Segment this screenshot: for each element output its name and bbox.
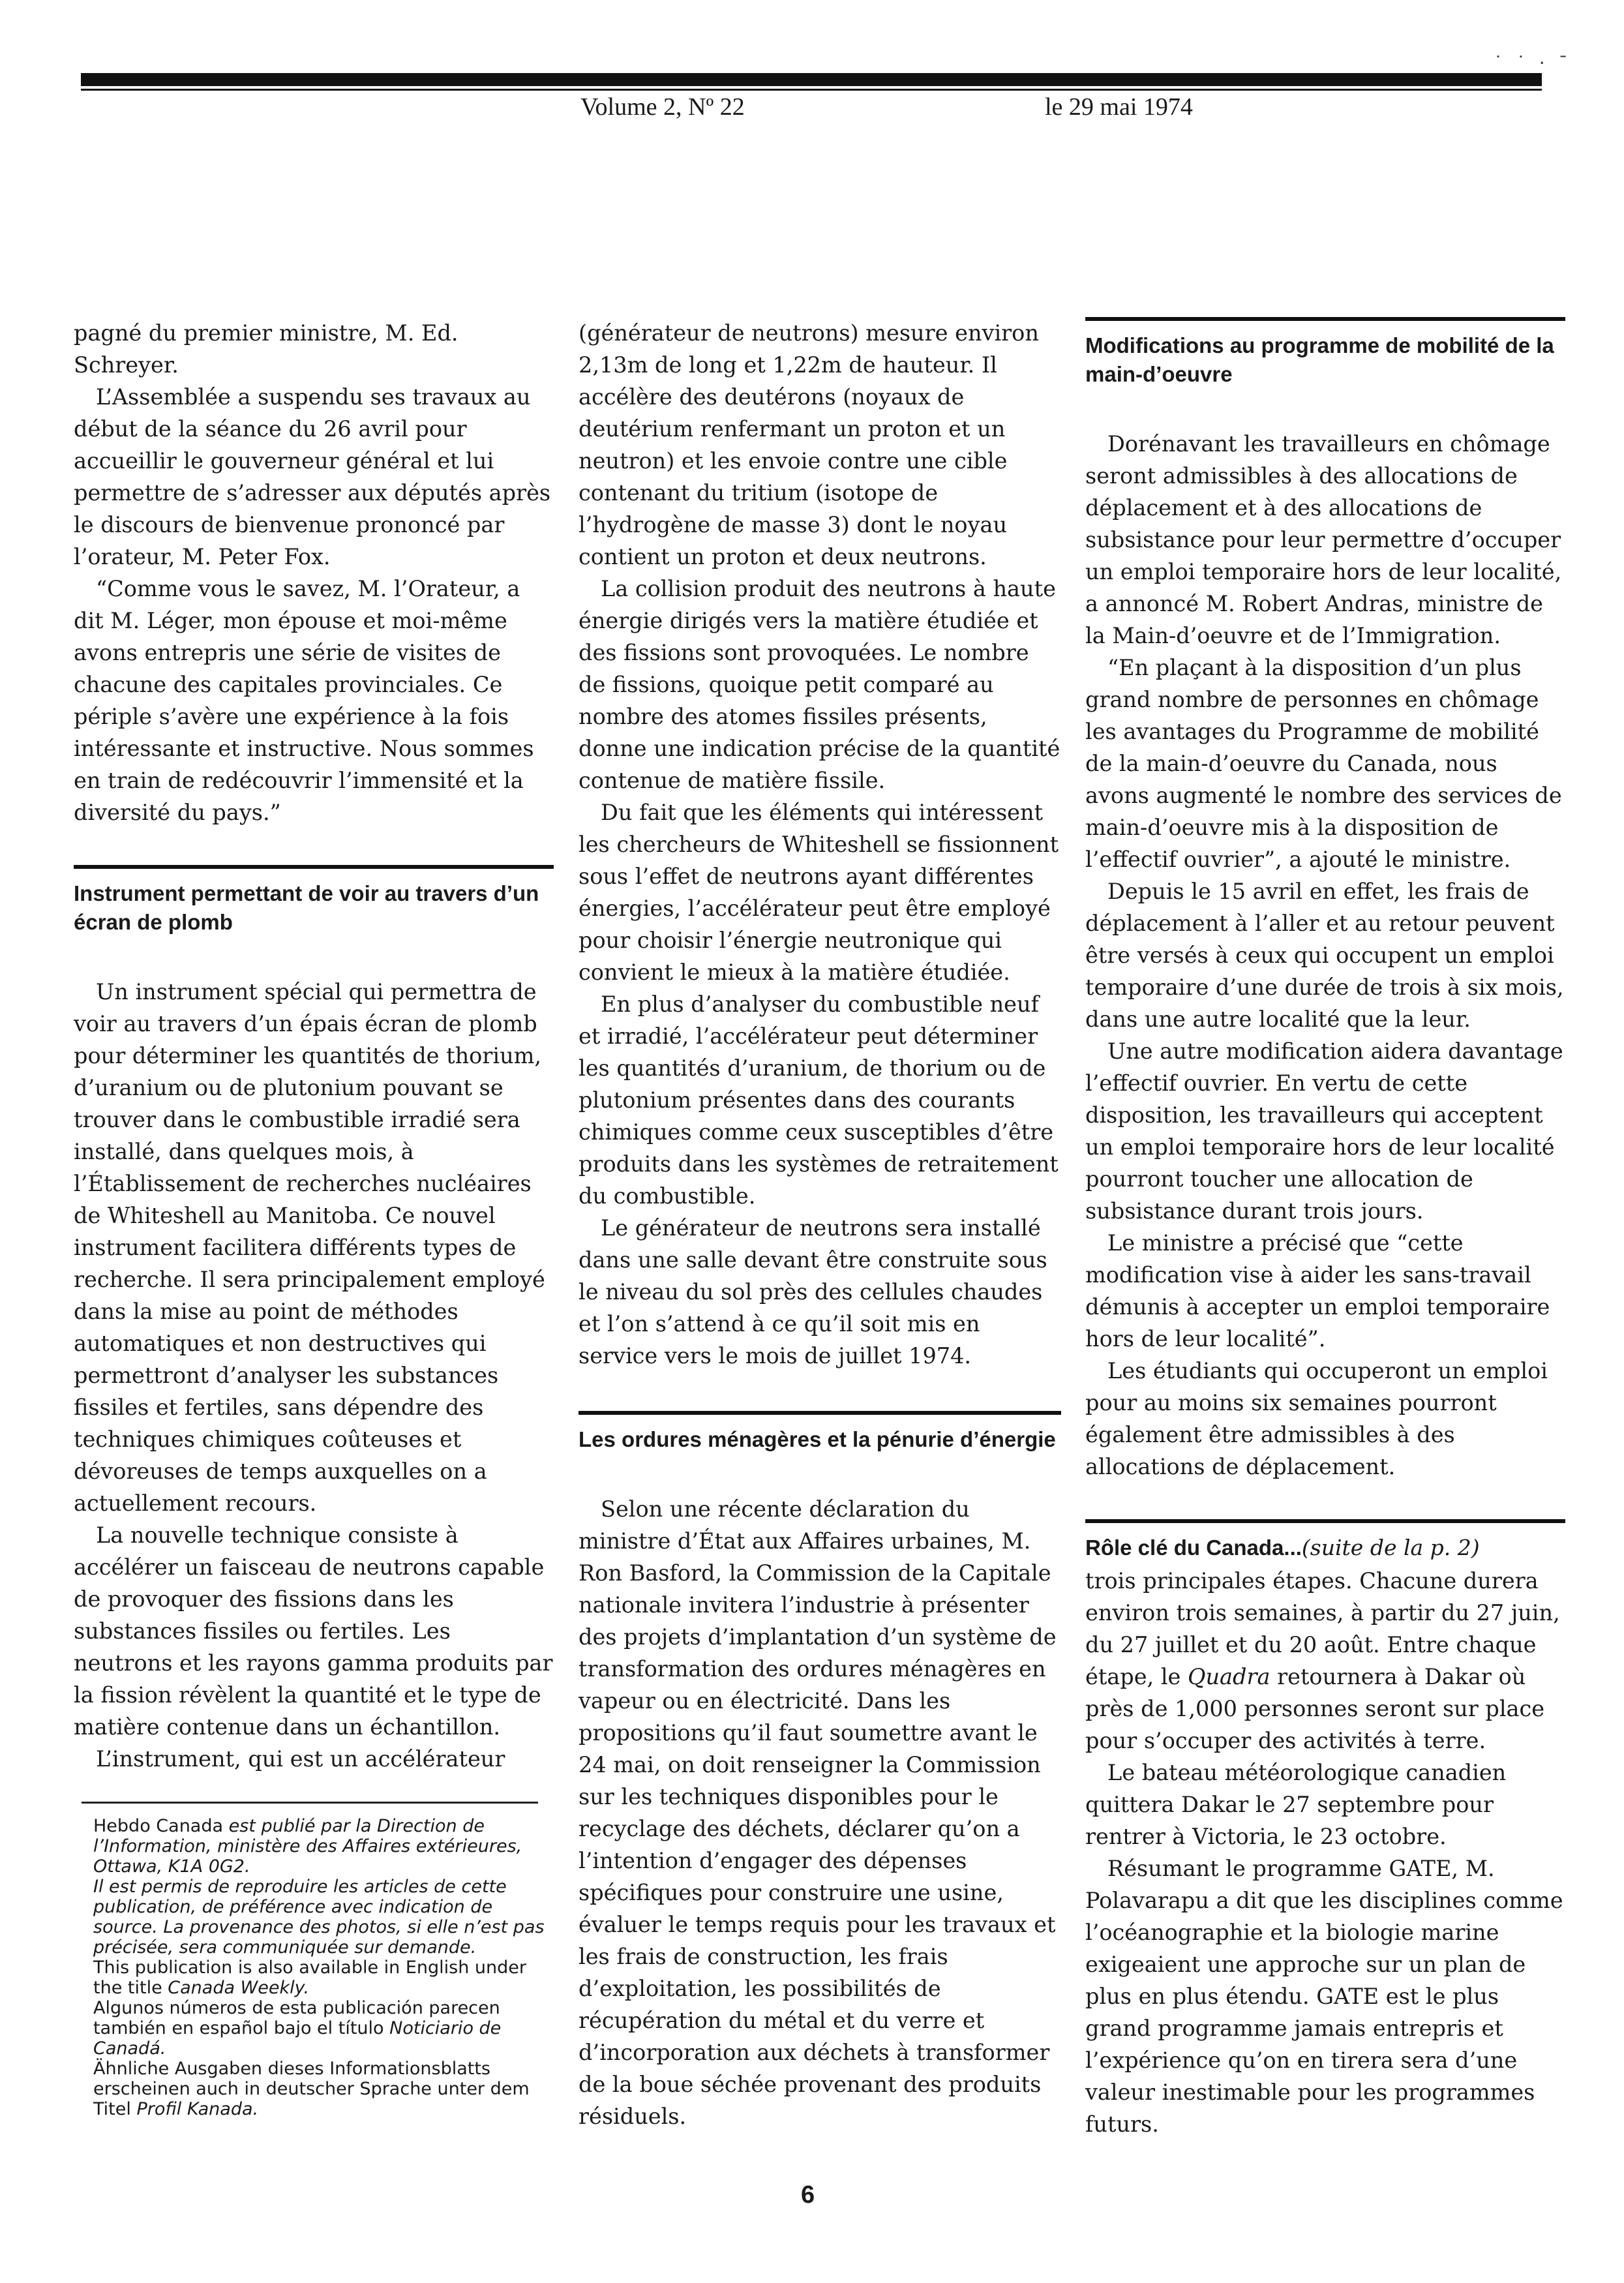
colophon-line: This publication is also available in English under the title Canada Weekly. (93, 1958, 527, 1998)
continued-paragraph: L’Assemblée a suspendu ses travaux au début de la séance du 26 avril pour accueillir le gouverneur général et lui permettre de s’adresser aux députés après le discours de bienvenue prononcé par l’orateur, M. Peter Fox. (74, 384, 551, 569)
article-headline: Instrument permettant de voir au travers d’un écran de plomb (74, 881, 539, 934)
continued-paragraph: La collision produit des neutrons à haute énergie dirigés vers la matière étudiée et des fissions sont provoquées. Le nombre de fissions, quoique petit comparé au nombre des atomes fissiles présents, donne une indication précise de la quantité contenue de matière fissile. (579, 576, 1060, 793)
colophon-line: Il est permis de reproduire les articles de cette publication, de préférence avec indication de source. La provenance des photos, si elle n’est pas précisée, sera communiquée sur demande. (93, 1877, 545, 1958)
article-headline: Modifications au programme de mobilité de la main-d’oeuvre (1085, 333, 1554, 386)
article-paragraph: Le ministre a précisé que “cette modification vise à aider les sans-travail démunis à accepter un emploi temporaire hors de leur localité”. (1085, 1230, 1550, 1352)
article-paragraph: “En plaçant à la disposition d’un plus grand nombre de personnes en chômage les avantages du Programme de mobilité de la main-d’oeuvre du Canada, nous avons augmenté le nombre des services de main-d’oeuvre mis à la disposition de l’effectif ouvrier”, a ajouté le ministre. (1085, 655, 1562, 872)
article-paragraph: L’instrument, qui est un accélérateur (96, 1746, 505, 1772)
colophon-rule (82, 1802, 538, 1804)
section-rule (579, 1411, 1061, 1415)
article-paragraph: Résumant le programme GATE, M. Polavarapu a dit que les disciplines comme l’océanographie et la biologie marine exigeaient une approche sur un plan de plus en plus étendu. GATE est le plus grand programme jamais entrepris et l’expérience qu’on en tirera sera d’une valeur inestimable pour les programmes futurs. (1085, 1856, 1563, 2137)
colophon (93, 1816, 550, 2119)
article-paragraph: Selon une récente déclaration du ministre d’État aux Affaires urbaines, M. Ron Basford, la Commission de la Capitale nationale invitera l’industrie à présenter des projets d’implantation d’un système de transformation des ordures ménagères en vapeur ou en électricité. Dans les propositions qu’il faut soumettre avant le 24 mai, on doit renseigner la Commission sur les techniques disponibles pour le recyclage des déchets, déclarer qu’on a l’intention d’engager des dépenses spécifiques pour construire une usine, évaluer le temps requis pour les travaux et les frais de construction, les frais d’exploitation, les possibilités de récupération du métal et du verre et d’incorporation aux déchets à transformer de la boue séchée provenant des produits résiduels. (579, 1496, 1057, 2129)
colophon-line: Ähnliche Ausgaben dieses Informationsblatts erscheinen auch in deutscher Sprache unter dem Titel Profil Kanada. (93, 2059, 530, 2119)
headline-continuation-note: (suite de la p. 2) (1301, 1535, 1480, 1560)
article-headline: Les ordures ménagères et la pénurie d’énergie (579, 1427, 1056, 1451)
article-paragraph: Un instrument spécial qui permettra de voir au travers d’un épais écran de plomb pour déterminer les quantités de thorium, d’uranium ou de plutonium pouvant se trouver dans le combustible irradié sera installé, dans quelques mois, à l’Établissement de recherches nucléaires de Whiteshell au Manitoba. Ce nouvel instrument facilitera différents types de recherche. Il sera principalement employé dans la mise au point de méthodes automatiques et non destructives qui permettront d’analyser les substances fissiles et fertiles, sans dépendre des techniques chimiques coûteuses et dévoreuses de temps auxquelles on a actuellement recours. (74, 979, 545, 1516)
section-rule (1085, 317, 1565, 321)
continued-paragraph: (générateur de neutrons) mesure environ 2,13m de long et 1,22m de hauteur. Il accélère des deutérons (noyaux de deutérium renfermant un proton et un neutron) et les envoie contre une cible contenant du tritium (isotope de l’hydrogène de masse 3) dont le noyau contient un proton et deux neutrons. (579, 320, 1039, 569)
corner-marks: ˙ ˙ · ˉ (1494, 52, 1572, 74)
article-paragraph: Dorénavant les travailleurs en chômage seront admissibles à des allocations de déplacement et à des allocations de subsistance pour leur permettre d’occuper un emploi temporaire hors de leur localité, a annoncé M. Robert Andras, ministre de la Main-d’oeuvre et de l’Immigration. (1085, 431, 1562, 648)
issue-date: le 29 mai 1974 (1045, 93, 1193, 121)
article-paragraph: Le bateau météorologique canadien quittera Dakar le 27 septembre pour rentrer à Victoria, le 23 octobre. (1085, 1760, 1507, 1849)
section-rule (1085, 1519, 1565, 1523)
column-3 (1085, 317, 1565, 2140)
colophon-line: Algunos números de esta publicación parecen también en español bajo el título Noticiario de Canadá. (93, 1998, 502, 2059)
column-1 (74, 317, 554, 1775)
column-2 (579, 317, 1061, 2132)
continued-paragraph: “Comme vous le savez, M. l’Orateur, a dit M. Léger, mon épouse et moi-même avons entrepris une série de visites de chacune des capitales provinciales. Ce périple s’avère une expérience à la fois intéressante et instructive. Nous sommes en train de redécouvrir l’immensité et la diversité du pays.” (74, 576, 534, 825)
article-paragraph: Les étudiants qui occuperont un emploi pour au moins six semaines pourront également être admissibles à des allocations de déplacement. (1085, 1358, 1548, 1479)
article-paragraph: Depuis le 15 avril en effet, les frais de déplacement à l’aller et au retour peuvent être versés à ceux qui occupent un emploi temporaire d’une durée de trois à six mois, dans une autre localité que la leur. (1085, 879, 1564, 1032)
continued-paragraph: En plus d’analyser du combustible neuf et irradié, l’accélérateur peut déterminer les quantités d’uranium, de thorium ou de plutonium présentes dans des courants chimiques comme ceux susceptibles d’être produits dans les systèmes de retraitement du combustible. (579, 991, 1059, 1209)
volume-number: Volume 2, Nº 22 (580, 93, 745, 121)
masthead-rule (81, 73, 1542, 86)
masthead-rule-thin (81, 89, 1542, 91)
ship-name: Quadra (1188, 1664, 1271, 1689)
continued-paragraph: Du fait que les éléments qui intéressent les chercheurs de Whiteshell se fissionnent sous l’effet de neutrons ayant différentes énergies, l’accélérateur peut être employé pour choisir l’énergie neutronique qui convient le mieux à la matière étudiée. (579, 800, 1059, 985)
page-number: 6 (801, 2181, 815, 2209)
article-paragraph: trois principales étapes. Chacune durera environ trois semaines, à partir du 27 juin, du 27 juillet et du 20 août. Entre chaque étape, le Quadra retournera à Dakar où près de 1,000 personnes seront sur place pour s’occuper des activités à terre. (1085, 1568, 1560, 1753)
article-paragraph: Une autre modification aidera davantage l’effectif ouvrier. En vertu de cette disposition, les travailleurs qui acceptent un emploi temporaire hors de leur localité pourront toucher une allocation de subsistance durant trois jours. (1085, 1038, 1563, 1224)
colophon-line: Hebdo Canada est publié par la Direction de l’Information, ministère des Affaires extérieures, Ottawa, K1A 0G2. (93, 1816, 522, 1877)
continued-paragraph: pagné du premier ministre, M. Ed. Schreyer. (74, 320, 459, 378)
article-paragraph: La nouvelle technique consiste à accélérer un faisceau de neutrons capable de provoquer des fissions dans les substances fissiles ou fertiles. Les neutrons et les rayons gamma produits par la fission révèlent la quantité et le type de matière contenue dans un échantillon. (74, 1522, 553, 1740)
article-headline: Rôle clé du Canada...(suite de la p. 2) (1085, 1535, 1480, 1560)
continued-paragraph: Le générateur de neutrons sera installé dans une salle devant être construite sous le niveau du sol près des cellules chaudes et l’on s’attend à ce qu’il soit mis en service vers le mois de juillet 1974. (579, 1215, 1047, 1368)
section-rule (74, 865, 554, 869)
